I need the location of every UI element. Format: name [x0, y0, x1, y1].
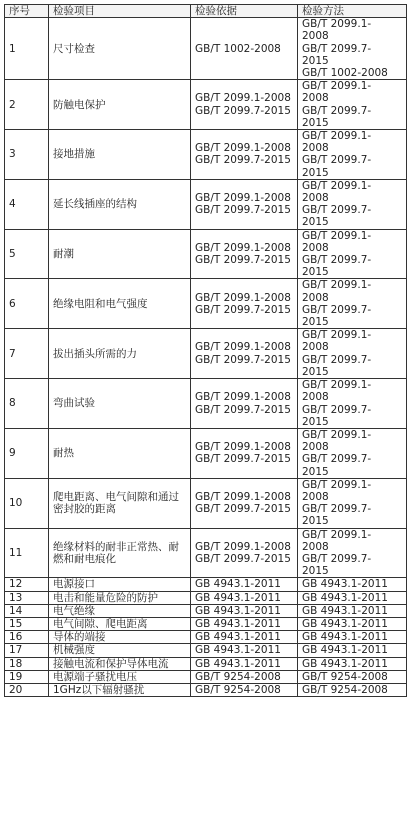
table-body: [5, 18, 407, 697]
method-cell: GB/T 2099.1- 2008 GB/T 2099.7- 2015: [298, 428, 407, 478]
item-cell: 电击和能量危险的防护: [49, 591, 191, 604]
basis-cell: GB/T 1002-2008: [191, 18, 298, 80]
basis-cell: GB/T 2099.1-2008 GB/T 2099.7-2015: [191, 130, 298, 180]
item-cell: 接触电流和保护导体电流: [49, 657, 191, 670]
basis-cell: GB/T 2099.1-2008 GB/T 2099.7-2015: [191, 279, 298, 329]
table-row: [5, 18, 407, 80]
basis-cell: GB 4943.1-2011: [191, 657, 298, 670]
item-cell: 接地措施: [49, 130, 191, 180]
basis-cell: GB 4943.1-2011: [191, 604, 298, 617]
basis-cell: GB/T 2099.1-2008 GB/T 2099.7-2015: [191, 379, 298, 429]
row-number-cell: 20: [5, 683, 49, 696]
method-cell: GB/T 2099.1- 2008 GB/T 2099.7- 2015: [298, 528, 407, 578]
row-number-cell: 3: [5, 130, 49, 180]
row-number-cell: 7: [5, 329, 49, 379]
item-cell: 绝缘电阻和电气强度: [49, 279, 191, 329]
item-cell: 尺寸检查: [49, 18, 191, 80]
item-cell: 机械强度: [49, 644, 191, 657]
item-cell: 1GHz以下辐射骚扰: [49, 683, 191, 696]
table-row: [5, 279, 407, 329]
table-row: [5, 379, 407, 429]
table-row: [5, 329, 407, 379]
method-cell: GB/T 9254-2008: [298, 670, 407, 683]
table-row: [5, 229, 407, 279]
basis-cell: GB/T 2099.1-2008 GB/T 2099.7-2015: [191, 329, 298, 379]
table-row: [5, 478, 407, 528]
table-row: [5, 617, 407, 630]
item-cell: 爬电距离、电气间隙和通过密封胶的距离: [49, 478, 191, 528]
item-cell: 延长线插座的结构: [49, 179, 191, 229]
table-row: [5, 578, 407, 591]
method-cell: GB 4943.1-2011: [298, 657, 407, 670]
item-cell: 电源端子骚扰电压: [49, 670, 191, 683]
table-row: [5, 591, 407, 604]
basis-cell: GB 4943.1-2011: [191, 578, 298, 591]
basis-cell: GB/T 2099.1-2008 GB/T 2099.7-2015: [191, 428, 298, 478]
item-cell: 电气间隙、爬电距离: [49, 617, 191, 630]
table-row: [5, 683, 407, 696]
row-number-cell: 14: [5, 604, 49, 617]
method-cell: GB 4943.1-2011: [298, 578, 407, 591]
basis-cell: GB/T 2099.1-2008 GB/T 2099.7-2015: [191, 478, 298, 528]
basis-cell: GB/T 2099.1-2008 GB/T 2099.7-2015: [191, 229, 298, 279]
row-number-cell: 19: [5, 670, 49, 683]
table-row: [5, 631, 407, 644]
row-number-cell: 17: [5, 644, 49, 657]
method-cell: GB/T 2099.1- 2008 GB/T 2099.7- 2015: [298, 279, 407, 329]
item-cell: 绝缘材料的耐非正常热、耐燃和耐电痕化: [49, 528, 191, 578]
row-number-cell: 8: [5, 379, 49, 429]
row-number-cell: 6: [5, 279, 49, 329]
table-row: [5, 179, 407, 229]
header-method: 检验方法: [298, 5, 407, 18]
row-number-cell: 15: [5, 617, 49, 630]
row-number-cell: 2: [5, 80, 49, 130]
method-cell: GB/T 2099.1- 2008 GB/T 2099.7- 2015: [298, 179, 407, 229]
table-row: [5, 657, 407, 670]
basis-cell: GB 4943.1-2011: [191, 644, 298, 657]
method-cell: GB 4943.1-2011: [298, 644, 407, 657]
row-number-cell: 1: [5, 18, 49, 80]
method-cell: GB 4943.1-2011: [298, 591, 407, 604]
basis-cell: GB 4943.1-2011: [191, 591, 298, 604]
table-row: [5, 604, 407, 617]
item-cell: 弯曲试验: [49, 379, 191, 429]
table-row: [5, 670, 407, 683]
row-number-cell: 12: [5, 578, 49, 591]
item-cell: 防触电保护: [49, 80, 191, 130]
table-row: [5, 428, 407, 478]
table-row: [5, 644, 407, 657]
row-number-cell: 5: [5, 229, 49, 279]
basis-cell: GB 4943.1-2011: [191, 617, 298, 630]
method-cell: GB/T 2099.1- 2008 GB/T 2099.7- 2015 GB/T 1002-2008: [298, 18, 407, 80]
method-cell: GB/T 9254-2008: [298, 683, 407, 696]
row-number-cell: 11: [5, 528, 49, 578]
item-cell: 导体的端接: [49, 631, 191, 644]
header-basis: 检验依据: [191, 5, 298, 18]
row-number-cell: 18: [5, 657, 49, 670]
item-cell: 耐热: [49, 428, 191, 478]
basis-cell: GB/T 9254-2008: [191, 683, 298, 696]
table-row: [5, 80, 407, 130]
basis-cell: GB 4943.1-2011: [191, 631, 298, 644]
method-cell: GB/T 2099.1- 2008 GB/T 2099.7- 2015: [298, 80, 407, 130]
item-cell: 耐潮: [49, 229, 191, 279]
row-number-cell: 13: [5, 591, 49, 604]
method-cell: GB 4943.1-2011: [298, 631, 407, 644]
table-row: [5, 130, 407, 180]
item-cell: 拔出插头所需的力: [49, 329, 191, 379]
basis-cell: GB/T 9254-2008: [191, 670, 298, 683]
row-number-cell: 10: [5, 478, 49, 528]
method-cell: GB 4943.1-2011: [298, 604, 407, 617]
basis-cell: GB/T 2099.1-2008 GB/T 2099.7-2015: [191, 80, 298, 130]
row-number-cell: 16: [5, 631, 49, 644]
item-cell: 电源接口: [49, 578, 191, 591]
header-no: 序号: [5, 5, 49, 18]
method-cell: GB/T 2099.1- 2008 GB/T 2099.7- 2015: [298, 229, 407, 279]
method-cell: GB/T 2099.1- 2008 GB/T 2099.7- 2015: [298, 379, 407, 429]
method-cell: GB 4943.1-2011: [298, 617, 407, 630]
table-row: [5, 528, 407, 578]
table-header-row: [5, 5, 407, 18]
method-cell: GB/T 2099.1- 2008 GB/T 2099.7- 2015: [298, 329, 407, 379]
row-number-cell: 9: [5, 428, 49, 478]
inspection-table: [4, 4, 407, 697]
basis-cell: GB/T 2099.1-2008 GB/T 2099.7-2015: [191, 179, 298, 229]
row-number-cell: 4: [5, 179, 49, 229]
basis-cell: GB/T 2099.1-2008 GB/T 2099.7-2015: [191, 528, 298, 578]
item-cell: 电气绝缘: [49, 604, 191, 617]
header-item: 检验项目: [49, 5, 191, 18]
method-cell: GB/T 2099.1- 2008 GB/T 2099.7- 2015: [298, 130, 407, 180]
method-cell: GB/T 2099.1- 2008 GB/T 2099.7- 2015: [298, 478, 407, 528]
